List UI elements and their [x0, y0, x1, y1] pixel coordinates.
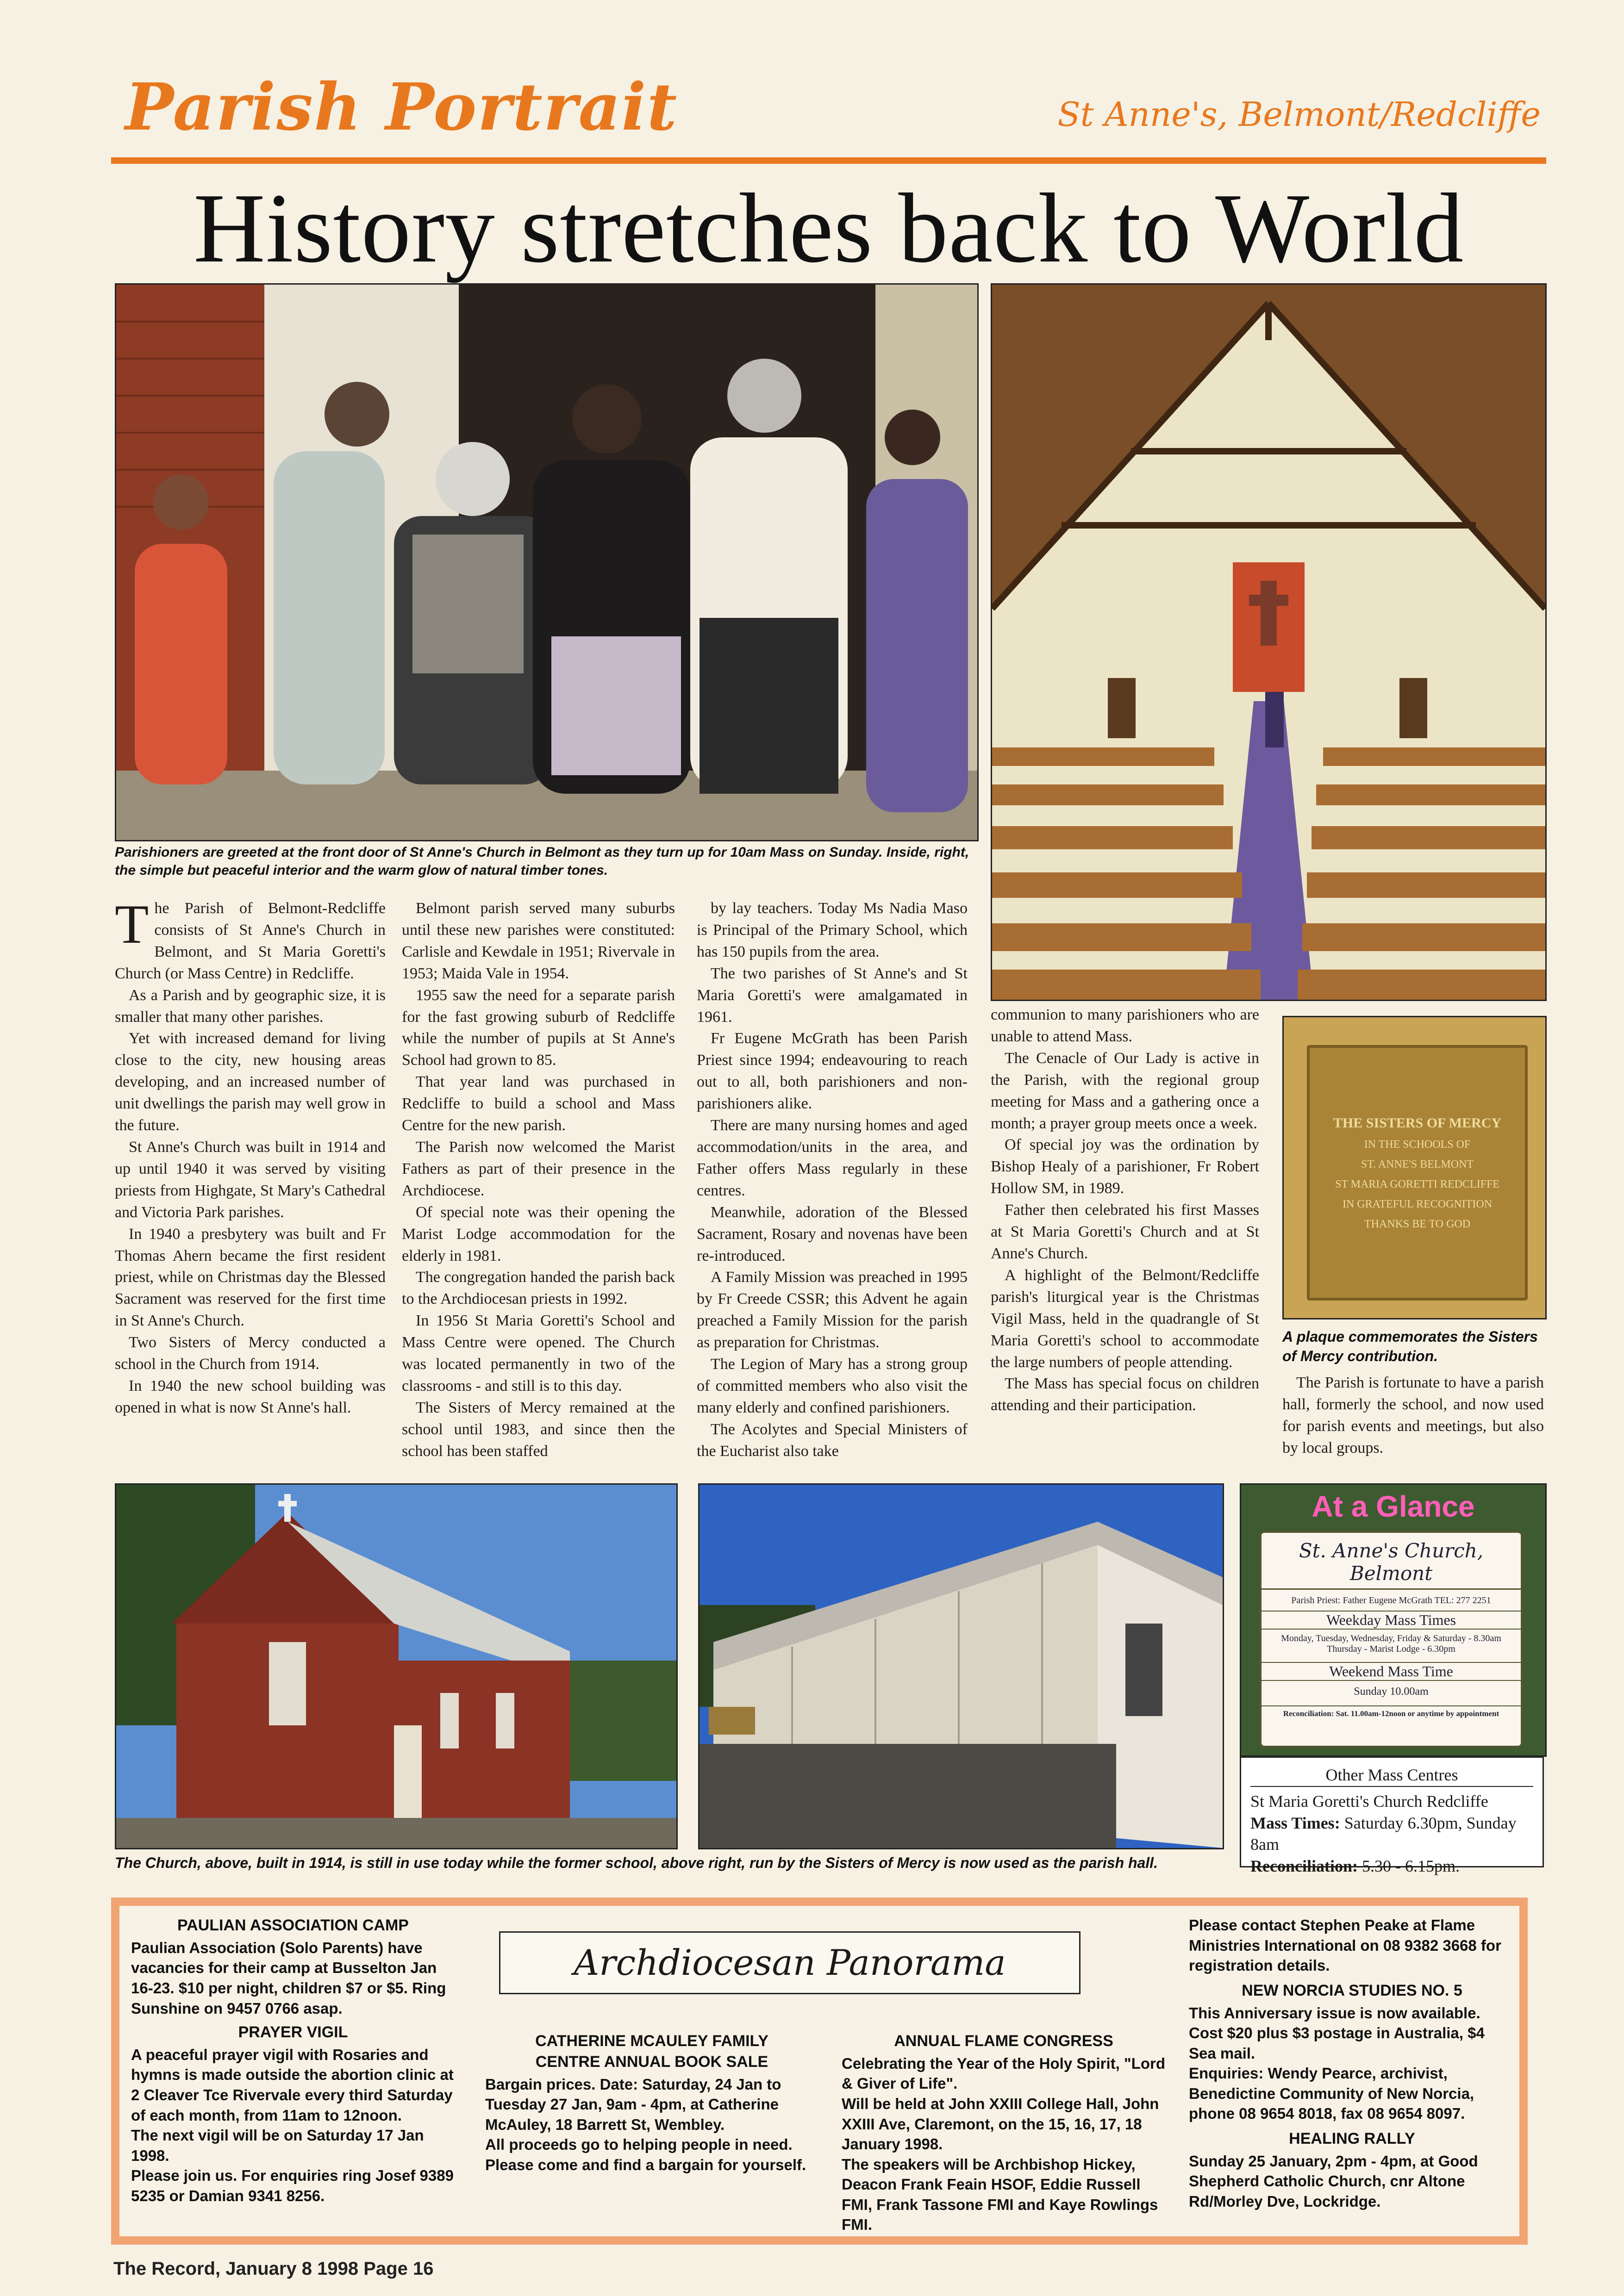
article-paragraph: Belmont parish served many suburbs until these new parishes were constituted: Carlisle and Kewdale in 1951; Rivervale in 1953; Maida Vale in 1954. — [402, 900, 675, 982]
at-a-glance-box — [1240, 1483, 1547, 1757]
flame-text: Celebrating the Year of the Holy Spirit, "Lord & Giver of Life". — [842, 2054, 1165, 2092]
norcia-text: This Anniversary issue is now available. Cost $20 plus $3 postage in Australia, $4 Sea mail. — [1189, 2004, 1485, 2062]
article-paragraph: The Legion of Mary has a strong group of committed members who also visit the many elderly and confined parishioners. — [697, 1356, 968, 1416]
church-sign — [1260, 1531, 1523, 1748]
vigil-heading: PRAYER VIGIL — [238, 2023, 348, 2041]
vigil-text: The next vigil will be on Saturday 17 Jan 1998. — [131, 2127, 424, 2164]
plaque-line: THANKS BE TO GOD — [1364, 1218, 1471, 1230]
bottom-photo-caption: The Church, above, built in 1914, is still in use today while the former school, above right, run by the Sisters of Mercy is now used as the parish hall. — [115, 1854, 1158, 1871]
article-paragraph: Fr Eugene McGrath has been Parish Priest since 1994; endeavouring to reach out to all, both parishioners and non-parishioners alike. — [697, 1030, 968, 1113]
plaque-line: THE SISTERS OF MERCY — [1333, 1115, 1502, 1131]
vigil-text: Please join us. For enquiries ring Josef 9389 5235 or Damian 9341 8256. — [131, 2167, 454, 2204]
parish-location: St Anne's, Belmont/Redcliffe — [1057, 95, 1541, 134]
article-paragraph: Yet with increased demand for living close to the city, new housing areas developing, and an increased number of unit dwellings the parish may well grow in the future. — [115, 1030, 386, 1134]
plaque-line: IN THE SCHOOLS OF — [1364, 1138, 1471, 1151]
photo-parish-hall — [698, 1483, 1224, 1849]
norcia-text: Enquiries: Wendy Pearce, archivist, Benedictine Community of New Norcia, phone 08 9654 8018, fax 08 9654 8097. — [1189, 2065, 1474, 2122]
mcauley-text: All proceeds go to helping people in need. — [485, 2136, 793, 2153]
photo-plaque — [1282, 1016, 1547, 1319]
article-paragraph: The Parish is fortunate to have a parish hall, formerly the school, and now used for parish events and meetings, but also by local groups. — [1282, 1374, 1544, 1456]
mcauley-text: Please come and find a bargain for yourself. — [485, 2156, 806, 2173]
article-paragraph: by lay teachers. Today Ms Nadia Maso is Principal of the Primary School, which has 150 pupils from the area. — [697, 900, 968, 960]
header-rule — [111, 157, 1546, 164]
panorama-column-flame — [842, 2031, 1166, 2235]
article-paragraph: A Family Mission was preached in 1995 by Fr Creede CSSR; this Advent he again preached a Family Mission for the parish as preparation for Christmas. — [697, 1269, 968, 1351]
sign-priest: Parish Priest: Father Eugene McGrath TEL: 277 2251 — [1291, 1595, 1491, 1605]
other-mass-centres-box — [1240, 1756, 1544, 1876]
flame-text: Will be held at John XXIII College Hall, John XXIII Ave, Claremont, on the 15, 16, 17, 18 January 1998. — [842, 2095, 1159, 2153]
paulian-text: Paulian Association (Solo Parents) have vacancies for their camp at Busselton Jan 16-23. $10 per night, children $7 or $5. Ring Sunshine on 9457 0766 asap. — [131, 1939, 446, 2017]
paulian-heading: PAULIAN ASSOCIATION CAMP — [177, 1916, 409, 1934]
drop-cap: T — [115, 893, 149, 955]
article-column-4 — [991, 1004, 1259, 1417]
panorama-column-mid — [485, 2031, 818, 2175]
article-paragraph: communion to many parishioners who are unable to attend Mass. — [991, 1006, 1259, 1045]
contact-text: Please contact Stephen Peake at Flame Ministries International on 08 9382 3668 for registration details. — [1189, 1916, 1501, 1974]
article-column-1 — [115, 893, 386, 1419]
article-paragraph: In 1956 St Maria Goretti's School and Mass Centre were opened. The Church was located permanently in two of the classrooms - and still is to this day. — [402, 1312, 675, 1394]
flame-text: The speakers will be Archbishop Hickey, Deacon Frank Feain HSOF, Eddie Russell FMI, Frank Tassone FMI and Kaye Rowlings FMI. — [842, 2155, 1158, 2234]
article-paragraph: In 1940 a presbytery was built and Fr Thomas Ahern became the first resident priest, while on Christmas day the Blessed Sacrament was reserved for the first time in St Anne's Church. — [115, 1225, 386, 1330]
article-paragraph: The Parish of Belmont-Redcliffe consists of St Anne's Church in Belmont, and St Maria Goretti's Church (or Mass Centre) in Redcliffe. — [115, 893, 386, 982]
article-paragraph: The Cenacle of Our Lady is active in the Parish, with the regional group meeting for Mass and a gathering once a month; a prayer group meets once a week. — [991, 1049, 1259, 1132]
article-paragraph: St Anne's Church was built in 1914 and up until 1940 it was served by visiting priests from Highgate, St Mary's Cathedral and Victoria Park parishes. — [115, 1138, 386, 1221]
panorama-title: Archdiocesan Panorama — [499, 1931, 1081, 1994]
sign-weekday-label: Weekday Mass Times — [1262, 1611, 1521, 1630]
article-column-3 — [697, 898, 968, 1462]
article-paragraph: That year land was purchased in Redcliffe to build a school and Mass Centre for the new parish. — [402, 1073, 675, 1134]
article-column-2 — [402, 898, 675, 1462]
sign-weekend-label: Weekend Mass Time — [1262, 1662, 1521, 1681]
sign-weekday-times: Monday, Tuesday, Wednesday, Friday & Saturday - 8.30am Thursday - Marist Lodge - 6.30pm — [1281, 1633, 1501, 1654]
article-paragraph: The Sisters of Mercy remained at the school until 1983, and since then the school has been staffed — [402, 1399, 675, 1460]
plaque-line: ST. ANNE'S BELMONT — [1361, 1158, 1474, 1170]
plaque-line: ST MARIA GORETTI REDCLIFFE — [1335, 1178, 1499, 1190]
headline: History stretches back to World — [193, 173, 1464, 283]
other-centres-mass-times: Mass Times: Saturday 6.30pm, Sunday 8am — [1250, 1813, 1517, 1854]
other-centres-reconciliation: Reconciliation: 5.30 - 6.15pm. — [1250, 1857, 1460, 1876]
article-paragraph: The Parish now welcomed the Marist Fathers as part of their presence in the Archdiocese. — [402, 1138, 675, 1199]
rally-heading: HEALING RALLY — [1289, 2129, 1415, 2147]
article-paragraph: Of special joy was the ordination by Bishop Healy of a parishioner, Fr Robert Hollow SM, in 1989. — [991, 1136, 1259, 1197]
photo-parishioners — [115, 283, 979, 841]
other-centres-title: Other Mass Centres — [1250, 1764, 1533, 1787]
article-paragraph: The Mass has special focus on children attending and their participation. — [991, 1375, 1259, 1414]
archdiocesan-panorama — [111, 1898, 1528, 2245]
plaque-line: IN GRATEFUL RECOGNITION — [1342, 1198, 1493, 1210]
article-paragraph: The two parishes of St Anne's and St Maria Goretti's were amalgamated in 1961. — [697, 964, 968, 1026]
article-paragraph: In 1940 the new school building was opened in what is now St Anne's hall. — [115, 1377, 386, 1416]
mcauley-text: Bargain prices. Date: Saturday, 24 Jan to Tuesday 27 Jan, 9am - 4pm, at Catherine McAuley, 18 Barrett St, Wembley. — [485, 2075, 781, 2133]
top-photo-caption: Parishioners are greeted at the front door of St Anne's Church in Belmont as they turn up for 10am Mass on Sunday. Inside, right, the simple but peaceful interior and the warm glow of natural timber tones. — [115, 845, 969, 878]
plaque-caption: A plaque commemorates the Sisters of Mercy contribution. — [1282, 1328, 1538, 1364]
article-paragraph: Meanwhile, adoration of the Blessed Sacrament, Rosary and novenas have been re-introduced. — [697, 1203, 968, 1264]
sign-reconciliation: Reconciliation: Sat. 11.00am-12noon or anytime by appointment — [1262, 1705, 1521, 1718]
article-paragraph: Of special note was their opening the Marist Lodge accommodation for the elderly in 1981. — [402, 1203, 675, 1264]
vigil-text: A peaceful prayer vigil with Rosaries and hymns is made outside the abortion clinic at 2 Cleaver Tce Rivervale every third Saturday of each month, from 11am to 12noon. — [131, 2046, 454, 2124]
panorama-column-left — [131, 1915, 455, 2206]
article-paragraph: As a Parish and by geographic size, it is smaller that many other parishes. — [115, 986, 386, 1026]
article-paragraph: Father then celebrated his first Masses at St Maria Goretti's Church and at St Anne's Church. — [991, 1201, 1259, 1262]
glance-title: At a Glance — [1312, 1490, 1475, 1523]
sign-weekend-times: Sunday 10.00am — [1354, 1686, 1429, 1698]
article-paragraph: There are many nursing homes and aged accommodation/units in the area, and Father offers Mass regularly in these centres. — [697, 1117, 968, 1199]
article-paragraph: The congregation handed the parish back to the Archdiocesan priests in 1992. — [402, 1269, 675, 1308]
article-column-5 — [1282, 1372, 1544, 1459]
photo-church-exterior — [115, 1483, 678, 1849]
article-paragraph: Two Sisters of Mercy conducted a school in the Church from 1914. — [115, 1334, 386, 1373]
article-paragraph: 1955 saw the need for a separate parish for the fast growing suburb of Redcliffe while the number of pupils at St Anne's School had grown to 85. — [402, 986, 675, 1069]
mcauley-heading: CATHERINE MCAULEY FAMILY CENTRE ANNUAL BOOK SALE — [535, 2032, 768, 2071]
sign-title: St. Anne's Church, Belmont — [1262, 1539, 1521, 1590]
flame-heading: ANNUAL FLAME CONGRESS — [894, 2032, 1113, 2050]
norcia-heading: NEW NORCIA STUDIES NO. 5 — [1242, 1981, 1462, 1999]
panorama-column-right — [1189, 1915, 1515, 2211]
photo-church-interior — [991, 283, 1547, 1001]
article-paragraph: A highlight of the Belmont/Redcliffe parish's liturgical year is the Christmas Vigil Mass, held in the quadrangle of St Maria Goretti's school to accommodate the large numbers of people attending. — [991, 1266, 1259, 1371]
rally-text: Sunday 25 January, 2pm - 4pm, at Good Shepherd Catholic Church, cnr Altone Rd/Morley Dve, Lockridge. — [1189, 2152, 1478, 2210]
other-centres-church: St Maria Goretti's Church Redcliffe — [1250, 1792, 1488, 1811]
page-footer: The Record, January 8 1998 Page 16 — [113, 2259, 434, 2279]
article-paragraph: The Acolytes and Special Ministers of the Eucharist also take — [697, 1420, 968, 1460]
section-kicker: Parish Portrait — [125, 69, 678, 145]
